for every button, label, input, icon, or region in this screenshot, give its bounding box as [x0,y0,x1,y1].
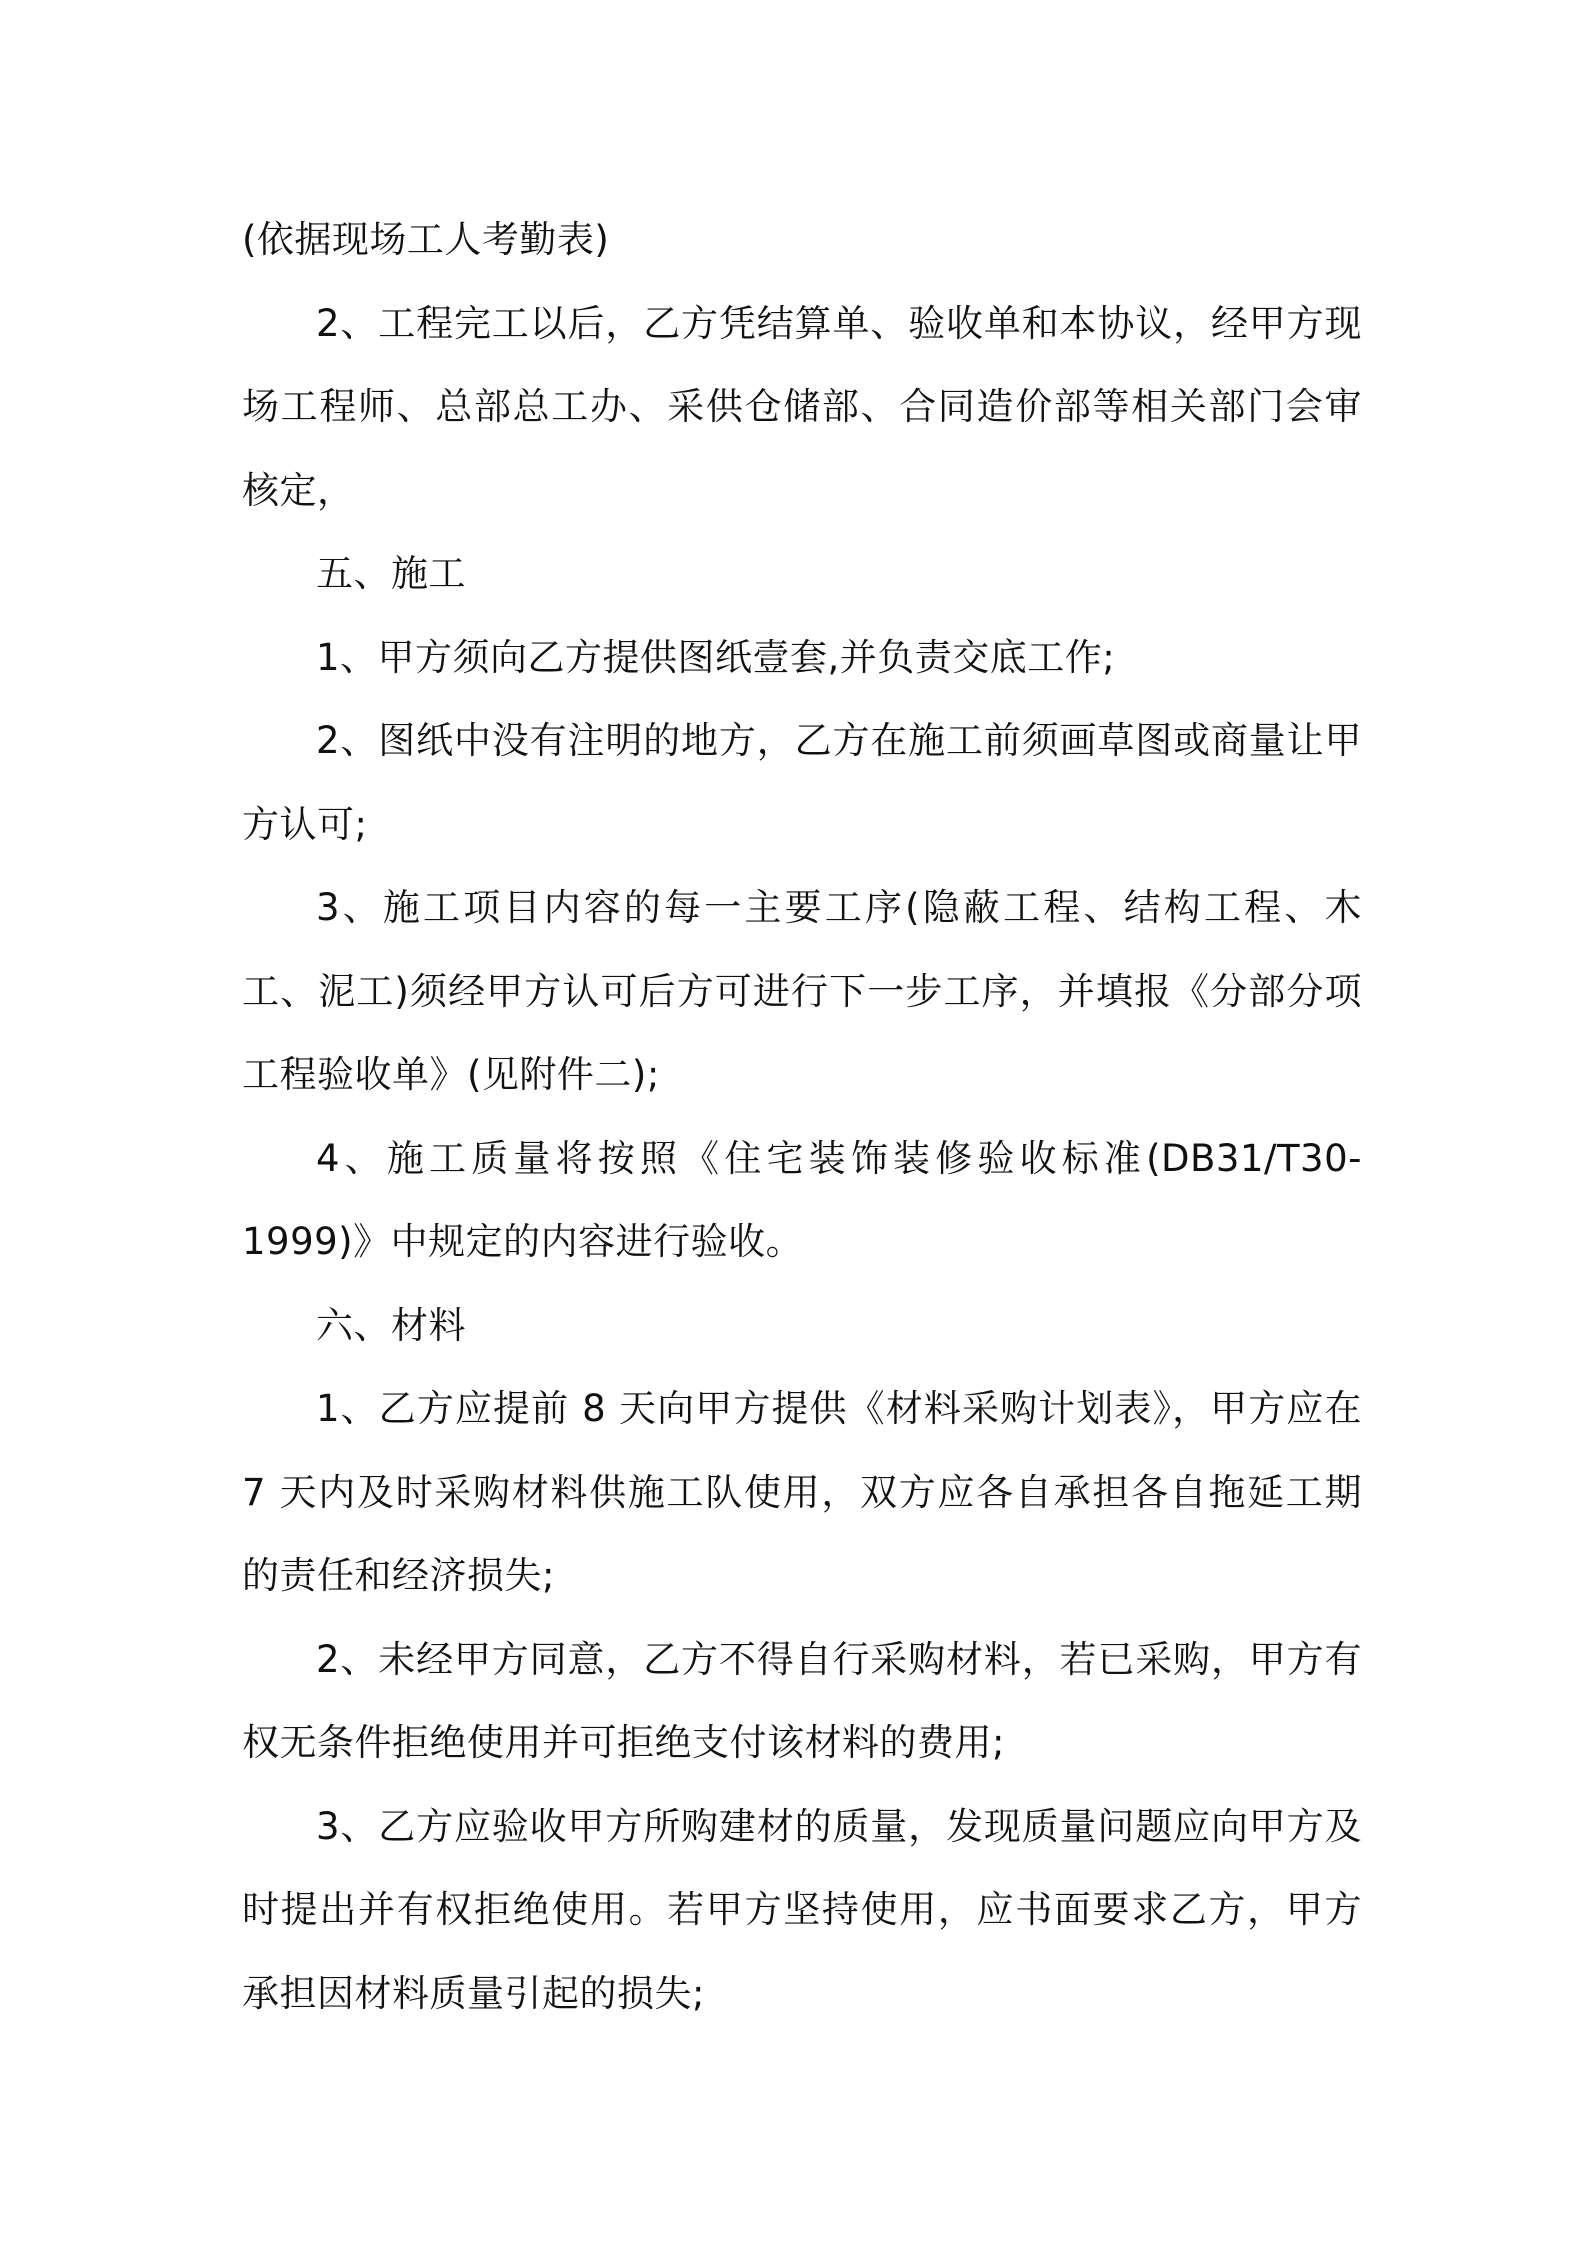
section-heading-construction: 五、施工 [316,552,466,595]
document-body [242,198,1362,2035]
paragraph-procurement-plan: 1、乙方应提前 8 天向甲方提供《材料采购计划表》，甲方应在 7 天内及时采购材料供施工队使用，双方应各自承担各自拖延工期的责任和经济损失; [242,1387,1362,1597]
paragraph-settlement-review: 2、工程完工以后，乙方凭结算单、验收单和本协议，经甲方现场工程师、总部总工办、采供仓储部、合同造价部等相关部门会审核定， [242,301,1362,512]
paragraph-unauthorized-purchase: 2、未经甲方同意，乙方不得自行采购材料，若已采购，甲方有权无条件拒绝使用并可拒绝支付该材料的费用; [242,1637,1362,1764]
paragraph-attendance-note: (依据现场工人考勤表) [242,218,610,261]
paragraph-material-inspection: 3、乙方应验收甲方所购建材的质量，发现质量问题应向甲方及时提出并有权拒绝使用。若甲方坚持使用，应书面要求乙方，甲方承担因材料质量引起的损失; [242,1804,1362,2015]
paragraph-quality-standard: 4、施工质量将按照《住宅装饰装修验收标准(DB31/T30-1999)》中规定的内容进行验收。 [242,1136,1362,1263]
paragraph-process-approval: 3、施工项目内容的每一主要工序(隐蔽工程、结构工程、木工、泥工)须经甲方认可后方可进行下一步工序，并填报《分部分项工程验收单》(见附件二); [242,886,1362,1096]
paragraph-unmarked-areas: 2、图纸中没有注明的地方，乙方在施工前须画草图或商量让甲方认可; [242,719,1362,846]
section-heading-materials: 六、材料 [316,1303,466,1347]
paragraph-drawings-provided: 1、甲方须向乙方提供图纸壹套,并负责交底工作; [316,635,1116,679]
